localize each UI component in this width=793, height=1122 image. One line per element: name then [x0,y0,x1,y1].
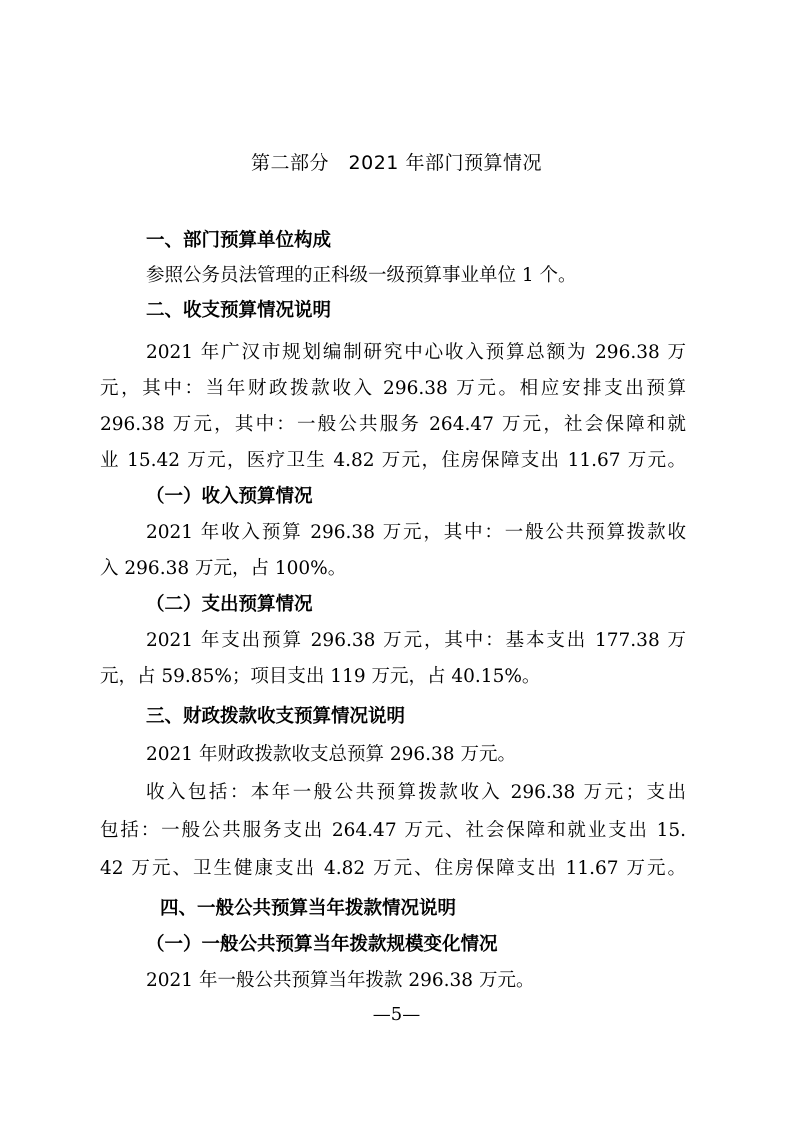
paragraph-line: 业 15.42 万元，医疗卫生 4.82 万元，住房保障支出 11.67 万元。 [100,450,686,471]
paragraph-line: 包括：一般公共服务支出 264.47 万元、社会保障和就业支出 15. [100,820,686,841]
paragraph-line: 2021 年一般公共预算当年拨款 296.38 万元。 [146,970,535,991]
paragraph-line: 2021 年收入预算 296.38 万元，其中：一般公共预算拨款收 [146,522,686,543]
section-heading-1: 一、部门预算单位构成 [146,230,332,251]
paragraph-line: 元，占 59.85%；项目支出 119 万元，占 40.15%。 [100,666,541,687]
page-title: 第二部分 2021 年部门预算情况 [251,152,542,174]
subsection-heading: （一）一般公共预算当年拨款规模变化情况 [146,934,498,955]
section-heading-2: 二、收支预算情况说明 [146,300,332,321]
section-heading-4: 四、一般公共预算当年拨款情况说明 [160,898,457,919]
paragraph-line: 入 296.38 万元，占 100%。 [100,558,347,579]
paragraph-line: 元，其中：当年财政拨款收入 296.38 万元。相应安排支出预算 [100,378,686,399]
paragraph-line: 296.38 万元，其中：一般公共服务 264.47 万元，社会保障和就 [100,414,686,435]
subsection-heading: （一）收入预算情况 [146,486,313,507]
paragraph-line: 2021 年广汉市规划编制研究中心收入预算总额为 296.38 万 [146,342,686,363]
subsection-heading: （二）支出预算情况 [146,594,313,615]
paragraph-line: 2021 年支出预算 296.38 万元，其中：基本支出 177.38 万 [146,630,686,651]
section-heading-3: 三、财政拨款收支预算情况说明 [146,706,406,727]
paragraph-line: 收入包括：本年一般公共预算拨款收入 296.38 万元；支出 [146,782,686,803]
page-number: —5— [372,1004,421,1025]
paragraph-line: 2021 年财政拨款收支总预算 296.38 万元。 [146,744,516,765]
paragraph-line: 参照公务员法管理的正科级一级预算事业单位 1 个。 [146,265,577,286]
paragraph-line: 42 万元、卫生健康支出 4.82 万元、住房保障支出 11.67 万元。 [100,858,686,879]
